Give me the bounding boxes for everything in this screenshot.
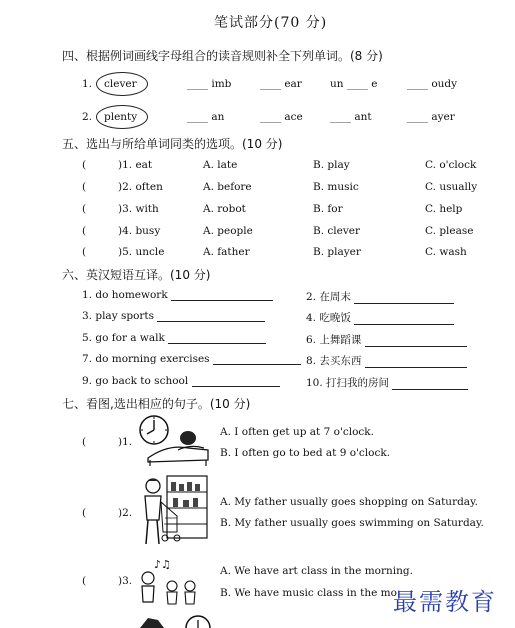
q5-3-option-c: C. help — [425, 203, 463, 215]
q5-3-word: )3. with — [118, 203, 159, 215]
q6-phrase-7: 7. do morning exercises — [82, 353, 210, 365]
answer-blank[interactable] — [354, 292, 454, 304]
q5-5-option-b: B. player — [313, 246, 361, 258]
q4-1-item-c: un ____ e — [330, 78, 378, 90]
q6-phrase-9: 9. go back to school — [82, 375, 189, 387]
answer-paren[interactable]: ( — [82, 159, 87, 171]
q6-phrase-10: 10. 打扫我的房间 — [306, 377, 390, 389]
answer-blank[interactable] — [365, 356, 467, 368]
answer-blank[interactable] — [171, 289, 273, 301]
q5-1-word: )1. eat — [118, 159, 153, 171]
answer-paren[interactable]: ( — [82, 225, 87, 237]
q4-1-number: 1. — [82, 78, 93, 90]
section-5-heading: 五、选出与所给单词同类的选项。(10 分) — [62, 137, 283, 151]
page-title: 笔试部分(70 分) — [214, 15, 328, 31]
section-4-heading: 四、根据例词画线字母组合的读音规则补全下列单词。(8 分) — [62, 49, 383, 63]
q5-2-word: )2. often — [118, 181, 163, 193]
answer-blank[interactable] — [365, 335, 467, 347]
q5-1-option-b: B. play — [313, 159, 350, 171]
q4-2-example: plenty — [104, 111, 138, 123]
answer-blank[interactable] — [192, 375, 280, 387]
q5-5-option-a: A. father — [203, 246, 250, 258]
q7-2-option-b: B. My father usually goes swimming on Saturday. — [220, 517, 484, 529]
q5-4-option-b: B. clever — [313, 225, 361, 237]
q6-phrase-4: 4. 吃晚饭 — [306, 312, 351, 324]
q6-phrase-6: 6. 上舞蹈课 — [306, 334, 362, 346]
answer-blank[interactable] — [168, 332, 266, 344]
watermark-text: 最需教育 — [393, 588, 497, 616]
q7-2-option-a: A. My father usually goes shopping on Saturday. — [220, 496, 478, 508]
q7-3-number: )3. — [118, 575, 133, 587]
q4-2-item-b: ____ ace — [260, 111, 303, 123]
q5-3-option-b: B. for — [313, 203, 343, 215]
answer-paren[interactable]: ( — [82, 181, 87, 193]
answer-blank[interactable] — [157, 310, 265, 322]
q7-1-option-a: A. I often get up at 7 o'clock. — [220, 426, 374, 438]
q4-2-item-c: ____ ant — [330, 111, 372, 123]
answer-blank[interactable] — [392, 378, 468, 390]
q5-2-option-b: B. music — [313, 181, 359, 193]
q6-phrase-2: 2. 在周末 — [306, 291, 351, 303]
clock-bed-picture — [138, 414, 212, 466]
answer-paren[interactable]: ( — [82, 575, 87, 587]
q7-2-number: )2. — [118, 507, 133, 519]
q4-2-item-a: ____ an — [187, 111, 225, 123]
answer-paren[interactable]: ( — [82, 246, 87, 258]
section-6-heading: 六、英汉短语互译。(10 分) — [62, 268, 211, 282]
q7-3-option-a: A. We have art class in the morning. — [220, 565, 413, 577]
partial-next-picture — [138, 612, 218, 628]
svg-text:♪♫: ♪♫ — [154, 558, 171, 571]
q4-1-item-a: ____ imb — [187, 78, 232, 90]
q4-2-number: 2. — [82, 111, 93, 123]
q5-4-word: )4. busy — [118, 225, 161, 237]
q4-1-item-b: ____ ear — [260, 78, 302, 90]
answer-paren[interactable]: ( — [82, 507, 87, 519]
q5-1-option-a: A. late — [203, 159, 238, 171]
q5-5-option-c: C. wash — [425, 246, 467, 258]
q4-1-example: clever — [104, 78, 137, 90]
q6-phrase-5: 5. go for a walk — [82, 332, 165, 344]
q6-phrase-3: 3. play sports — [82, 310, 155, 322]
q7-3-option-b: B. We have music class in the mo — [220, 587, 397, 599]
q6-phrase-1: 1. do homework — [82, 289, 168, 301]
q5-1-option-c: C. o'clock — [425, 159, 477, 171]
answer-blank[interactable] — [354, 313, 454, 325]
q5-2-option-a: A. before — [203, 181, 252, 193]
section-7-heading: 七、看图,选出相应的句子。(10 分) — [62, 397, 251, 411]
q5-4-option-c: C. please — [425, 225, 474, 237]
q5-4-option-a: A. people — [203, 225, 253, 237]
answer-paren[interactable]: ( — [82, 436, 87, 448]
q7-1-number: )1. — [118, 436, 133, 448]
q4-2-item-d: ____ ayer — [407, 111, 455, 123]
q5-3-option-a: A. robot — [203, 203, 246, 215]
q5-2-option-c: C. usually — [425, 181, 478, 193]
q6-phrase-8: 8. 去买东西 — [306, 355, 362, 367]
shopping-picture — [137, 472, 209, 550]
answer-paren[interactable]: ( — [82, 203, 87, 215]
answer-blank[interactable] — [213, 353, 301, 365]
q7-1-option-b: B. I often go to bed at 9 o'clock. — [220, 447, 391, 459]
music-class-picture — [138, 556, 200, 608]
q4-1-item-d: ____ oudy — [407, 78, 458, 90]
q5-5-word: )5. uncle — [118, 246, 165, 258]
